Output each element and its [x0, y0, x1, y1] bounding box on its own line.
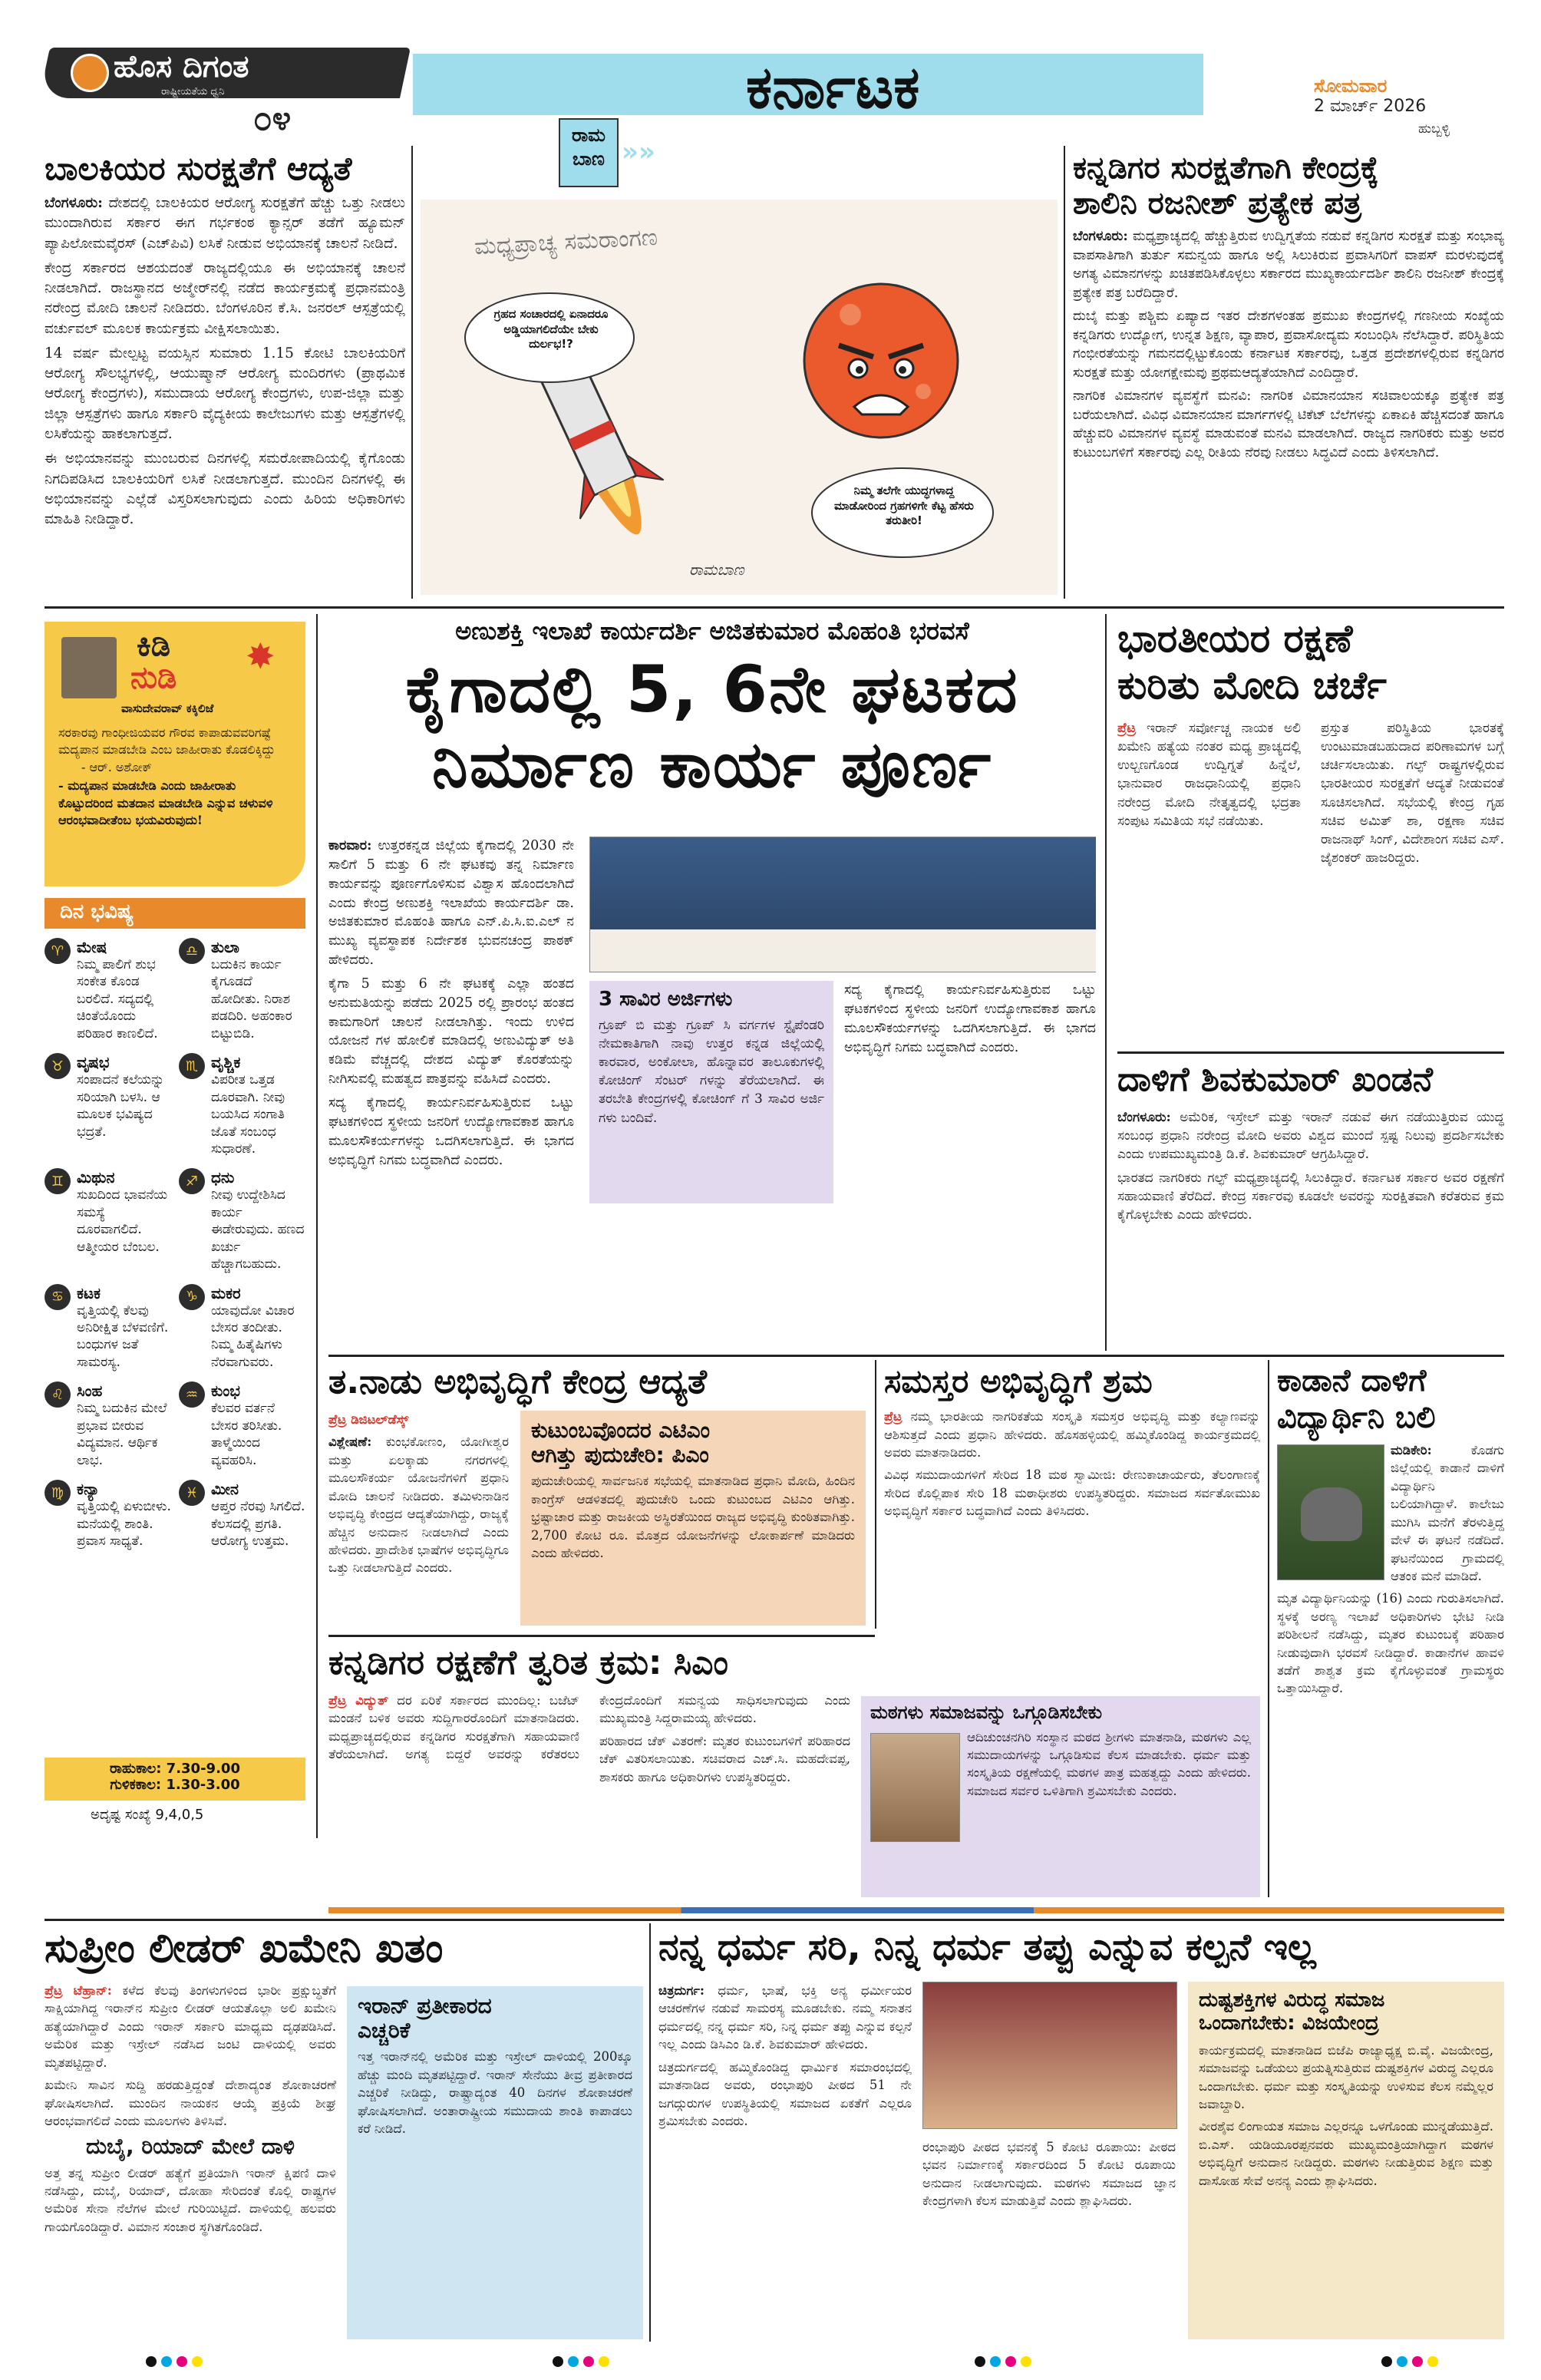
body-paragraph: ದರ ಏರಿಕೆ ಸರ್ಕಾರದ ಮುಂದಿಲ್ಲ: ಬಜೆಟ್ ಮಂಡನೆ ಬಳಿಕ ಅವರು ಸುದ್ದಿಗಾರರೊಂದಿಗೆ ಮಾತನಾಡಿದರು. ಮಧ್ಯಪ್ರಾಚ್ಯದಲ್ಲಿರುವ ಕನ್ನಡಿಗರ ಸುರಕ್ಷತೆಗಾಗಿ ಸಹಾಯವಾಣಿ ತೆರೆಯಲಾಗಿದೆ. ಅಗತ್ಯ ಬಿದ್ದರೆ ಅವರನ್ನು ಕರೆತರಲು ಕೇಂದ್ರದೊಂದಿಗೆ ಸಮನ್ವಯ ಸಾಧಿಸಲಾಗುವುದು ಎಂದು ಮುಖ್ಯಮಂತ್ರಿ ಸಿದ್ದರಾಮಯ್ಯ ಹೇಳಿದರು.: [328, 1693, 850, 1762]
headline: ಸುಪ್ರೀಂ ಲೀಡರ್ ಖಮೇನಿ ಖತಂ: [45, 1926, 444, 1972]
headline: ಬಾಲಕಿಯರ ಸುರಕ್ಷತೆಗೆ ಆದ್ಯತೆ: [45, 150, 352, 187]
cartoon-illustration: [421, 200, 1058, 595]
sign-name: ಧನು: [211, 1168, 235, 1187]
sign-name: ಸಿಂಹ: [77, 1381, 103, 1401]
box-text: ಇತ್ತ ಇರಾನ್‌ನಲ್ಲಿ ಅಮೆರಿಕ ಮತ್ತು ಇಸ್ರೇಲ್ ದಾಳಿಯಲ್ಲಿ 200ಕ್ಕೂ ಹೆಚ್ಚು ಮಂದಿ ಮೃತಪಟ್ಟಿದ್ದಾರೆ. ಇರಾನ್ ಸೇನೆಯು ತೀವ್ರ ಪ್ರತೀಕಾರದ ಎಚ್ಚರಿಕೆ ನೀಡಿದ್ದು, ರಾಷ್ಟ್ರಾದ್ಯಂತ 40 ದಿನಗಳ ಶೋಕಾಚರಣೆ ಘೋಷಿಸಲಾಗಿದೆ. ಅಂತಾರಾಷ್ಟ್ರೀಯ ಸಮುದಾಯ ಶಾಂತಿ ಕಾಪಾಡಲು ಕರೆ ನೀಡಿದೆ.: [358, 2049, 632, 2137]
sign-name: ಮೇಷ: [77, 938, 107, 956]
body-paragraph: ವೀರಶೈವ ಲಿಂಗಾಯತ ಸಮಾಜ ಎಲ್ಲರನ್ನೂ ಒಳಗೊಂಡು ಮುನ್ನಡೆಯುತ್ತಿದೆ. ಬಿ.ಎಸ್. ಯಡಿಯೂರಪ್ಪನವರು ಮುಖ್ಯಮಂತ್ರಿಯಾಗಿದ್ದಾಗ ಮಠಗಳ ಅಭಿವೃದ್ಧಿಗೆ ಅನುದಾನ ನೀಡಿದ್ದರು. ಮಠಗಳು ನೀಡುತ್ತಿರುವ ಶಿಕ್ಷಣ ಮತ್ತು ದಾಸೋಹ ಸೇವೆ ಅನನ್ಯ ಎಂದು ಶ್ಲಾಘಿಸಿದರು.: [1199, 2119, 1493, 2188]
registration-marks: [1381, 2356, 1438, 2367]
story-shivakumar: [1117, 1058, 1504, 1349]
cartoon-column-tag: [559, 118, 619, 187]
body-continuation: ಸದ್ಯ ಕೈಗಾದಲ್ಲಿ ಕಾರ್ಯನಿರ್ವಹಿಸುತ್ತಿರುವ ಒಟ್ಟು ಘಟಕಗಳಿಂದ ಸ್ಥಳೀಯ ಜನರಿಗೆ ಉದ್ಯೋಗಾವಕಾಶ ಹಾಗೂ ಮೂಲಸೌಕರ್ಯಗಳನ್ನು ಒದಗಿಸಲಾಗುತ್ತಿದೆ. ಈ ಭಾಗದ ಅಭಿವೃದ್ಧಿಗೆ ನಿಗಮ ಬದ್ಧವಾಗಿದೆ ಎಂದರು.: [844, 982, 1096, 1055]
sign-name: ಮಕರ: [211, 1283, 241, 1302]
story-modi-talks: [1117, 619, 1504, 1048]
speech-bubble-rocket: ಗ್ರಹದ ಸಂಚಾರದಲ್ಲಿ ಏನಾದರೂ ಅಡ್ಡಿಯಾಗಲಿದೆಯೇ ಬೇಕು ದುರ್ಲಭ!?: [493, 307, 609, 351]
zodiac-icon: ♒: [179, 1381, 205, 1408]
headline: ಕನ್ನಡಿಗರ ಸುರಕ್ಷತೆಗಾಗಿ ಕೇಂದ್ರಕ್ಕೆ: [1073, 150, 1379, 186]
sign-text: ವಿಪರೀತ ಒತ್ತಡ ದೂರವಾಗಿ. ನೀವು ಬಯಸಿದ ಸಂಗಾತಿ ಜೊತೆ ಸಂಬಂಧ ಸುಧಾರಣೆ.: [211, 1072, 285, 1157]
body-paragraph: ವಿವಿಧ ಸಮುದಾಯಗಳಿಗೆ ಸೇರಿದ 18 ಮಠ ಸ್ವಾಮೀಜಿ: ರೇಣುಕಾಚಾರ್ಯರು, ತೆಲಂಗಾಣಕ್ಕೆ ಸೇರಿದ ಕೊಲ್ಲಿಪಾಕ ಸೇರಿ 18 ಮಠಾಧೀಶರು ಉಪಸ್ಥಿತರಿದ್ದರು. ಸಮಾಜದ ಸರ್ವತೋಮುಖ ಅಭಿವೃದ್ಧಿಗೆ ಸರ್ಕಾರ ಬದ್ಧವಾಗಿದೆ ಎಂದು ತಿಳಿಸಿದರು.: [884, 1467, 1260, 1519]
kidi-source: - ಆರ್. ಅಶೋಕ್: [81, 759, 153, 774]
story-elephant: [1277, 1360, 1504, 1897]
body-paragraph: ಕಳೆದ ಕೆಲವು ತಿಂಗಳುಗಳಿಂದ ಭಾರೀ ಪ್ರಕ್ಷುಬ್ಧತೆಗೆ ಸಾಕ್ಷಿಯಾಗಿದ್ದ ಇರಾನ್‌ನ ಸುಪ್ರೀಂ ಲೀಡರ್ ಆಯತೊಲ್ಲಾ ಅಲಿ ಖಮೇನಿ ಹತ್ಯೆಯಾಗಿದ್ದಾರೆ ಎಂದು ಇರಾನ್ ಸರ್ಕಾರಿ ಮಾಧ್ಯಮ ದೃಢಪಡಿಸಿದೆ. ಅಮೆರಿಕ ಮತ್ತು ಇಸ್ರೇಲ್ ನಡೆಸಿದ ಜಂಟಿ ದಾಳಿಯಲ್ಲಿ ಅವರು ಮೃತಪಟ್ಟಿದ್ದಾರೆ.: [45, 1983, 336, 2070]
story-kaiga: [328, 614, 1096, 1351]
brand-emblem-icon: [71, 54, 109, 92]
body-paragraph: ಪರಿಹಾರದ ಚೆಕ್ ವಿತರಣೆ: ಮೃತರ ಕುಟುಂಬಗಳಿಗೆ ಪರಿಹಾರದ ಚೆಕ್ ವಿತರಿಸಲಾಯಿತು. ಸಚಿವರಾದ ಎಚ್.ಸಿ. ಮಹದೇವಪ್ಪ, ಶಾಸಕರು ಹಾಗೂ ಅಧಿಕಾರಿಗಳು ಉಪಸ್ಥಿತರಿದ್ದರು.: [599, 1733, 850, 1784]
body-paragraph: ಕೈಗಾ 5 ಮತ್ತು 6 ನೇ ಘಟಕಕ್ಕೆ ಎಲ್ಲಾ ಹಂತದ ಅನುಮತಿಯನ್ನು ಪಡೆದು 2025 ರಲ್ಲಿ ಪ್ರಾರಂಭ ಹಂತದ ಕಾಮಗಾರಿಗೆ ಚಾಲನೆ ನೀಡಲಾಗಿತ್ತು. ಇಂದು ಉಳಿದ ಯೋಜನೆ ಗಳ ಹೋಲಿಕೆ ಮಾಡಿದಲ್ಲಿ ಅಣುವಿದ್ಯುತ್ ಅತಿ ಕಡಿಮೆ ವೆಚ್ಚದಲ್ಲಿ ದೇಶದ ವಿದ್ಯುತ್ ಕೊರತೆಯನ್ನು ನೀಗಿಸುವಲ್ಲಿ ಮಹತ್ವದ ಪಾತ್ರವನ್ನು ವಹಿಸಿದೆ ಎಂದರು.: [328, 975, 574, 1088]
horoscope-grid: [45, 938, 305, 1557]
horoscope-title: ದಿನ ಭವಿಷ್ಯ: [60, 900, 134, 923]
kaiga-press-photo: [589, 837, 1096, 972]
box-title: ಒಂದಾಗಬೇಕು: ವಿಜಯೇಂದ್ರ: [1199, 2011, 1379, 2035]
horoscope-entry: [179, 1053, 305, 1157]
dateline: ಪ್ರೆಟ್ರ ಡಿಜಿಟಲ್‌ಡೆಸ್ಕ್: [328, 1412, 409, 1427]
kicker: ಅಣುಶಕ್ತಿ ಇಲಾಖೆ ಕಾರ್ಯದರ್ಶಿ ಅಜಿತಕುಮಾರ ಮೊಹಂತಿ ಭರವಸೆ: [455, 616, 969, 645]
box-title: ಎಚ್ಚರಿಕೆ: [358, 2018, 411, 2044]
story-khamenei: [45, 1923, 643, 2342]
sidebar-text: ಗ್ರೂಪ್ ಬಿ ಮತ್ತು ಗ್ರೂಪ್ ಸಿ ವರ್ಗಗಳ ಸ್ಟೈಪೆಂಡರಿ ನೇಮಕಾತಿಗಾಗಿ ನಾವು ಉತ್ತರ ಕನ್ನಡ ಜಿಲ್ಲೆಯಲ್ಲಿ ಕಾರವಾರ, ಅಂಕೋಲಾ, ಹೊನ್ನಾವರ ತಾಲೂಕುಗಳಲ್ಲಿ ಕೋಚಿಂಗ್ ಸೆಂಟರ್ ಗಳನ್ನು ತೆರೆಯಲಾಗಿದೆ. ಈ ತರಬೇತಿ ಕೇಂದ್ರಗಳಲ್ಲಿ ಕೋಚಿಂಗ್ ಗೆ 3 ಸಾವಿರ ಅರ್ಜಿ ಗಳು ಬಂದಿವೆ.: [599, 1017, 824, 1126]
puducherry-box: [520, 1411, 866, 1626]
sub-headline: ದುಬೈ, ರಿಯಾದ್ ಮೇಲೆ ದಾಳಿ: [86, 2134, 295, 2160]
horoscope-entry: [179, 1284, 305, 1372]
horoscope-entry: [179, 1168, 305, 1273]
body-paragraph: ನಾಗರಿಕ ವಿಮಾನಗಳ ವ್ಯವಸ್ಥೆಗೆ ಮನವಿ: ನಾಗರಿಕ ವಿಮಾನಯಾನ ಸಚಿವಾಲಯಕ್ಕೂ ಪ್ರತ್ಯೇಕ ಪತ್ರ ಬರೆಯಲಾಗಿದೆ. ವಿವಿಧ ವಿಮಾನಯಾನ ಮಾರ್ಗಗಳಲ್ಲಿ ಟಿಕೆಟ್ ಬೆಲೆಗಳನ್ನು ಏಕಾಏಕಿ ಹೆಚ್ಚಿಸದಂತೆ ಹಾಗೂ ಹೆಚ್ಚುವರಿ ವಿಮಾನಗಳ ವ್ಯವಸ್ಥೆ ಮಾಡುವಂತೆ ಮನವಿ ಮಾಡಲಾಗಿದೆ. ರಾಜ್ಯದ ನಾಗರಿಕರು ಮತ್ತು ಅವರ ಕುಟುಂಬಗಳಿಗೆ ಸರ್ಕಾರವು ಎಲ್ಲ ರೀತಿಯ ನೆರವು ನೀಡಲು ಸಿದ್ಧವಿದೆ ಎಂದು ತಿಳಿಸಲಾಗಿದೆ.: [1073, 388, 1504, 460]
sign-text: ಸಂಪಾದನೆ ಕಲೆಯನ್ನು ಸರಿಯಾಗಿ ಬಳಸಿ. ಆ ಮೂಲಕ ಭವಿಷ್ಯದ ಭದ್ರತೆ.: [77, 1072, 165, 1140]
column-name: ರಾಮ: [572, 124, 606, 146]
body-paragraph: ದುಬೈ ಮತ್ತು ಪಶ್ಚಿಮ ಏಷ್ಯಾದ ಇತರ ದೇಶಗಳಂತಹ ಪ್ರಮುಖ ಕೇಂದ್ರಗಳಲ್ಲಿ ಗಣನೀಯ ಸಂಖ್ಯೆಯ ಕನ್ನಡಿಗರು ಉದ್ಯೋಗ, ಉನ್ನತ ಶಿಕ್ಷಣ, ವ್ಯಾಪಾರ, ಪ್ರವಾಸೋದ್ಯಮ ಸಂಬಂಧಿಸಿ ನೆಲೆಸಿದ್ದಾರೆ. ಪರಿಸ್ಥಿತಿಯ ಗಂಭೀರತೆಯನ್ನು ಗಮನದಲ್ಲಿಟ್ಟುಕೊಂಡು ಕರ್ನಾಟಕ ಸರ್ಕಾರವು, ಒತ್ತಡ ಪ್ರದೇಶಗಳಲ್ಲಿರುವ ಕನ್ನಡಿಗರ ಸುರಕ್ಷತೆ ಮತ್ತು ಯೋಗಕ್ಷೇಮವು ಪ್ರಥಮಆದ್ಯತೆಯಾಗಿದೆ ಎಂದಿದ್ದಾರೆ.: [1073, 309, 1504, 381]
horoscope: [45, 898, 305, 1830]
registration-marks: [975, 2356, 1031, 2367]
sign-text: ನಿಮ್ಮ ಪಾಲಿಗೆ ಶುಭ ಸಂಕೇತ ಕೊಂಡ ಬರಲಿದೆ. ಸದ್ಯದಲ್ಲಿ ಚಿಂತೆಯೊಂದು ಪರಿಹಾರ ಕಾಣಲಿದೆ.: [77, 957, 158, 1041]
day-label: ಸೋಮವಾರ: [1314, 75, 1388, 97]
zodiac-icon: ♉: [45, 1053, 71, 1079]
horoscope-entry: [179, 1381, 305, 1469]
sign-text: ಯಾವುದೋ ವಿಚಾರ ಬೇಸರ ತಂದೀತು. ನಿಮ್ಮ ಹಿತೈಷಿಗಳು ನೆರವಾಗುವರು.: [211, 1302, 295, 1370]
analysis-label: ವಿಶ್ಲೇಷಣೆ:: [328, 1434, 372, 1450]
cartoon-panel: [421, 200, 1058, 595]
cartoonist-signature: ರಾಮಬಾಣ: [689, 560, 744, 579]
sign-name: ವೃಶ್ಚಿಕ: [211, 1053, 241, 1072]
horoscope-entry: [179, 938, 305, 1042]
zodiac-icon: ♏: [179, 1053, 205, 1079]
zodiac-icon: ♐: [179, 1168, 205, 1194]
horoscope-entry: [45, 1284, 171, 1372]
kidi-nudi-box: [45, 622, 305, 886]
zodiac-icon: ♋: [45, 1284, 71, 1310]
rahukala: ರಾಹುಕಾಲ: 7.30-9.00: [110, 1761, 240, 1777]
headline: ನಿರ್ಮಾಣ ಕಾರ್ಯ ಪೂರ್ಣ: [431, 726, 993, 802]
headline: ವಿದ್ಯಾರ್ಥಿನಿ ಬಲಿ: [1277, 1400, 1436, 1435]
horoscope-entry: [179, 1480, 305, 1550]
body-paragraph: ದೇಶದಲ್ಲಿ ಬಾಲಕಿಯರ ಆರೋಗ್ಯ ಸುರಕ್ಷತೆಗೆ ಹೆಚ್ಚು ಒತ್ತು ನೀಡಲು ಮುಂದಾಗಿರುವ ಸರ್ಕಾರ ಈಗ ಗರ್ಭಕಂಠ ಕ್ಯಾನ್ಸರ್ ತಡೆಗೆ ಹ್ಯೂಮನ್ ಪ್ಯಾಪಿಲೋಮವೈರಸ್ (ಎಚ್‌ಪಿವಿ) ಲಸಿಕೆ ನೀಡುವ ಅಭಿಯಾನಕ್ಕೆ ಚಾಲನೆ ನೀಡಿದೆ.: [45, 195, 405, 252]
author-photo: [61, 637, 117, 698]
headline: ಶಾಲಿನಿ ರಜನೀಶ್ ಪ್ರತ್ಯೇಕ ಪತ್ರ: [1073, 186, 1361, 221]
dateline: ಬೆಂಗಳೂರು:: [1073, 229, 1128, 244]
retaliation-box: [347, 1986, 643, 2339]
body-paragraph: ಚಿತ್ರದುರ್ಗದಲ್ಲಿ ಹಮ್ಮಿಕೊಂಡಿದ್ದ ಧಾರ್ಮಿಕ ಸಮಾರಂಭದಲ್ಲಿ ಮಾತನಾಡಿದ ಅವರು, ರಂಭಾಪುರಿ ಪೀಠದ 51 ನೇ ಜಗದ್ಗುರುಗಳ ಉಪಸ್ಥಿತಿಯಲ್ಲಿ ಸಮಾಜದ ಏಕತೆಗೆ ಎಲ್ಲರೂ ಶ್ರಮಿಸಬೇಕು ಎಂದರು.: [658, 2059, 912, 2128]
dateline: ಬೆಂಗಳೂರು:: [45, 195, 103, 212]
sign-text: ಕೆಲವರ ವರ್ತನೆ ಬೇಸರ ತರಿಸೀತು. ತಾಳ್ಮೆಯಿಂದ ವ್ಯವಹರಿಸಿ.: [211, 1401, 282, 1468]
arrow-chevrons-icon: »»: [622, 137, 655, 167]
date-label: 2 ಮಾರ್ಚ್ 2026: [1314, 97, 1427, 116]
box-text: ಪುದುಚೇರಿಯಲ್ಲಿ ಸಾರ್ವಜನಿಕ ಸಭೆಯಲ್ಲಿ ಮಾತನಾಡಿದ ಪ್ರಧಾನಿ ಮೋದಿ, ಹಿಂದಿನ ಕಾಂಗ್ರೆಸ್ ಆಡಳಿತದಲ್ಲಿ ಪುದುಚೇರಿ ಒಂದು ಕುಟುಂಬದ ಎಟಿಎಂ ಆಗಿತ್ತು. ಭ್ರಷ್ಟಾಚಾರ ಮತ್ತು ರಾಜಕೀಯ ಅಸ್ಥಿರತೆಯಿಂದ ರಾಜ್ಯದ ಅಭಿವೃದ್ಧಿ ಕುಂಠಿತವಾಗಿತ್ತು. 2,700 ಕೋಟಿ ರೂ. ಮೊತ್ತದ ಯೋಜನೆಗಳನ್ನು ಲೋಕಾರ್ಪಣೆ ಮಾಡಿದರು ಎಂದು ಹೇಳಿದರು.: [531, 1474, 855, 1561]
body-paragraph: ಕೊಡಗು ಜಿಲ್ಲೆಯಲ್ಲಿ ಕಾಡಾನೆ ದಾಳಿಗೆ ವಿದ್ಯಾರ್ಥಿನಿ ಬಲಿಯಾಗಿದ್ದಾಳೆ. ಕಾಲೇಜು ಮುಗಿಸಿ ಮನೆಗೆ ತೆರಳುತ್ತಿದ್ದ ವೇಳೆ ಈ ಘಟನೆ ನಡೆದಿದೆ. ಘಟನೆಯಿಂದ ಗ್ರಾಮದಲ್ಲಿ ಆತಂಕ ಮನೆ ಮಾಡಿದೆ.: [1391, 1443, 1504, 1583]
ceremony-photo: [922, 1982, 1177, 2129]
column-name: ಬಾಣ: [573, 148, 605, 170]
story-tamilnadu: [328, 1360, 866, 1629]
body-paragraph: ಅಮೆರಿಕ, ಇಸ್ರೇಲ್ ಮತ್ತು ಇರಾನ್ ನಡುವೆ ಈಗ ನಡೆಯುತ್ತಿರುವ ಯುದ್ಧ ಸಂಬಂಧ ಪ್ರಧಾನಿ ನರೇಂದ್ರ ಮೋದಿ ಅವರು ವಿಶ್ವದ ಮುಂದೆ ಸ್ಪಷ್ಟ ನಿಲುವು ಪ್ರದರ್ಶಿಸಬೇಕು ಎಂದು ಉಪಮುಖ್ಯಮಂತ್ರಿ ಡಿ.ಕೆ. ಶಿವಕುಮಾರ್ ಆಗ್ರಹಿಸಿದ್ದಾರೆ.: [1117, 1110, 1504, 1163]
horoscope-entry: [45, 1480, 171, 1550]
mutts-box: [861, 1696, 1260, 1897]
section-title: ಕರ್ನಾಟಕ: [746, 53, 920, 121]
dateline: ಕಾರವಾರ:: [328, 838, 372, 853]
zodiac-icon: ♌: [45, 1381, 71, 1408]
vijayendra-box: [1188, 1982, 1504, 2339]
box-title: ಮಠಗಳು ಸಮಾಜವನ್ನು ಒಗ್ಗೂಡಿಸಬೇಕು: [870, 1702, 1103, 1723]
body-paragraph: ಈ ಅಭಿಯಾನವನ್ನು ಮುಂಬರುವ ದಿನಗಳಲ್ಲಿ ಸಮರೋಪಾದಿಯಲ್ಲಿ ಕೈಗೊಂಡು ನಿಗದಿಪಡಿಸಿದ ಬಾಲಕಿಯರಿಗೆ ಲಸಿಕೆ ನೀಡಲಾಗುತ್ತದೆ. ಮುಂದಿನ ದಿನಗಳಲ್ಲಿ ಈ ಅಭಿಯಾನವನ್ನು ಎಲ್ಲೆಡೆ ವಿಸ್ತರಿಸಲಾಗುವುದು ಎಂದು ಹಿರಿಯ ಅಧಿಕಾರಿಗಳು ಮಾಹಿತಿ ನೀಡಿದ್ದಾರೆ.: [45, 451, 405, 528]
spark-icon: ✸: [246, 635, 276, 677]
cartoon-banner: ಮಧ್ಯಪ್ರಾಚ್ಯ ಸಮರಾಂಗಣ: [474, 223, 658, 261]
registration-marks: [553, 2356, 609, 2367]
brand-tagline: ರಾಷ್ಟ್ರೀಯತೆಯ ಧ್ವನಿ: [161, 86, 225, 97]
angry-planet-icon: [804, 284, 958, 437]
sign-text: ಆಪ್ತರ ನೆರವು ಸಿಗಲಿದೆ. ಕೆಲಸದಲ್ಲಿ ಪ್ರಗತಿ. ಆರೋಗ್ಯ ಉತ್ತಮ.: [211, 1499, 305, 1549]
body-paragraph: ನಮ್ಮ ಭಾರತೀಯ ನಾಗರಿಕತೆಯ ಸಂಸ್ಕೃತಿ ಸಮಸ್ತರ ಅಭಿವೃದ್ಧಿ ಮತ್ತು ಕಲ್ಯಾಣವನ್ನು ಆಶಿಸುತ್ತದೆ ಎಂದು ಪ್ರಧಾನಿ ಹೇಳಿದರು. ಹೊಸಹಳ್ಳಿಯಲ್ಲಿ ಹಮ್ಮಿಕೊಂಡಿದ್ದ ಕಾರ್ಯಕ್ರಮದಲ್ಲಿ ಅವರು ಮಾತನಾಡಿದರು.: [884, 1409, 1260, 1460]
horoscope-entry: [45, 1053, 171, 1157]
headline: ಭಾರತೀಯರ ರಕ್ಷಣೆ: [1117, 619, 1353, 661]
body-paragraph: ಕುಂಭಕೋಣಂ, ಯೋಗೀಶ್ವರ ಮತ್ತು ಏಲಕ್ಕಾಡು ನಗರಗಳಲ್ಲಿ ಮೂಲಸೌಕರ್ಯ ಯೋಜನೆಗಳಿಗೆ ಪ್ರಧಾನಿ ಮೋದಿ ಚಾಲನೆ ನೀಡಿದರು. ತಮಿಳುನಾಡಿನ ಅಭಿವೃದ್ಧಿ ಕೇಂದ್ರದ ಆದ್ಯತೆಯಾಗಿದ್ದು, ರಾಜ್ಯಕ್ಕೆ ಹೆಚ್ಚಿನ ಅನುದಾನ ನೀಡಲಾಗಿದೆ ಎಂದು ಹೇಳಿದರು. ಪ್ರಾದೇಶಿಕ ಭಾಷೆಗಳ ಅಭಿವೃದ್ಧಿಗೂ ಒತ್ತು ನೀಡಲಾಗುತ್ತಿದೆ ಎಂದರು.: [328, 1434, 509, 1576]
dateline: ಚಿತ್ರದುರ್ಗ:: [658, 1983, 705, 1998]
sign-text: ಸುಖದಿಂದ ಭಾವನೆಯ ಸಮಸ್ಯೆ ದೂರವಾಗಲಿದೆ. ಆತ್ಮೀಯರ ಬೆಂಬಲ.: [77, 1187, 168, 1255]
sign-text: ನಿಮ್ಮ ಬದುಕಿನ ಮೇಲೆ ಪ್ರಭಾವ ಬೀರುವ ವಿದ್ಯಮಾನ. ಆರ್ಥಿಕ ಲಾಭ.: [77, 1401, 167, 1468]
sign-name: ಕಟಕ: [77, 1283, 101, 1302]
horoscope-entry: [45, 1168, 171, 1273]
headline: ತ.ನಾಡು ಅಭಿವೃದ್ಧಿಗೆ ಕೇಂದ್ರ ಆದ್ಯತೆ: [328, 1362, 708, 1401]
body-paragraph: ಇರಾನ್ ಸರ್ವೋಚ್ಚ ನಾಯಕ ಅಲಿ ಖಮೇನಿ ಹತ್ಯೆಯ ನಂತರ ಮಧ್ಯ ಪ್ರಾಚ್ಯದಲ್ಲಿ ಉಲ್ಬಣಗೊಂಡ ಉದ್ವಿಗ್ನತೆ ಹಿನ್ನೆಲೆ, ಭಾನುವಾರ ರಾಜಧಾನಿಯಲ್ಲಿ ಪ್ರಧಾನಿ ನರೇಂದ್ರ ಮೋದಿ ನೇತೃತ್ವದಲ್ಲಿ ಭದ್ರತಾ ಸಂಪುಟ ಸಮಿತಿಯ ಸಭೆ ನಡೆಯಿತು.: [1117, 721, 1301, 829]
body-paragraph: ಧರ್ಮ, ಭಾಷೆ, ಭಕ್ತಿ ಅನ್ಯ ಧರ್ಮೀಯರ ಆಚರಣೆಗಳ ನಡುವೆ ಸಾಮರಸ್ಯ ಮೂಡಬೇಕು. ನಮ್ಮ ಸನಾತನ ಧರ್ಮದಲ್ಲಿ ನನ್ನ ಧರ್ಮ ಸರಿ, ನಿನ್ನ ಧರ್ಮ ತಪ್ಪು ಎನ್ನುವ ಕಲ್ಪನೆ ಇಲ್ಲ ಎಂದು ಡಿಸಿಎಂ ಡಿ.ಕೆ. ಶಿವಕುಮಾರ್ ಹೇಳಿದರು.: [658, 1983, 912, 2052]
body-paragraph: ಸದ್ಯ ಕೈಗಾದಲ್ಲಿ ಕಾರ್ಯನಿರ್ವಹಿಸುತ್ತಿರುವ ಒಟ್ಟು ಘಟಕಗಳಿಂದ ಸ್ಥಳೀಯ ಜನರಿಗೆ ಉದ್ಯೋಗಾವಕಾಶ ಹಾಗೂ ಮೂಲಸೌಕರ್ಯಗಳನ್ನು ಒದಗಿಸಲಾಗುತ್ತಿದೆ. ಈ ಭಾಗದ ಅಭಿವೃದ್ಧಿಗೆ ನಿಗಮ ಬದ್ಧವಾಗಿದೆ ಎಂದರು.: [328, 1094, 574, 1168]
sign-text: ಬದುಕಿನ ಕಾರ್ಯ ಕೈಗೂಡದೆ ಹೋದೀತು. ನಿರಾಶ ಪಡದಿರಿ. ಅಹಂಕಾರ ಬಿಟ್ಟುಬಿಡಿ.: [211, 957, 292, 1041]
dateline: ಪ್ರೆಟ್ರ ಟೆಹ್ರಾನ್:: [45, 1983, 112, 1998]
body-paragraph: ಉತ್ತರಕನ್ನಡ ಜಿಲ್ಲೆಯ ಕೈಗಾದಲ್ಲಿ 2030 ನೇ ಸಾಲಿಗೆ 5 ಮತ್ತು 6 ನೇ ಘಟಕವು ತನ್ನ ನಿರ್ಮಾಣ ಕಾರ್ಯವನ್ನು ಪೂರ್ಣಗೊಳಿಸುವ ವಿಶ್ವಾಸ ಹೊಂದಲಾಗಿದೆ ಎಂದು ಕೇಂದ್ರ ಅಣುಶಕ್ತಿ ಇಲಾಖೆಯ ಕಾರ್ಯದರ್ಶಿ ಡಾ. ಅಜಿತಕುಮಾರ ಮೊಹಂತಿ ಹಾಗೂ ಎನ್.ಪಿ.ಸಿ.ಐ.ಎಲ್ ನ ಮುಖ್ಯ ವ್ಯವಸ್ಥಾಪಕ ನಿರ್ದೇಶಕ ಭುವನಚಂದ್ರ ಪಾಠಕ್ ಹೇಳಿದರು.: [328, 838, 574, 969]
horoscope-header: [45, 898, 305, 929]
kidi-retort: - ಮದ್ಯಪಾನ ಮಾಡಬೇಡಿ ಎಂದು ಜಾಹೀರಾತು ಕೊಟ್ಟುದರಿಂದ ಮತದಾನ ಮಾಡಬೇಡಿ ಎನ್ನುವ ಚಳುವಳಿ ಆರಂಭವಾದೀತೆಂಬ ಭಯವಿರುವುದು!: [58, 778, 273, 827]
box-title: ಇರಾನ್ ಪ್ರತೀಕಾರದ: [358, 1993, 492, 2019]
body-paragraph: 14 ವರ್ಷ ಮೇಲ್ಪಟ್ಟ ವಯಸ್ಸಿನ ಸುಮಾರು 1.15 ಕೋಟಿ ಬಾಲಕಿಯರಿಗೆ ಆರೋಗ್ಯ ಸೌಲಭ್ಯಗಳಲ್ಲಿ, ಆಯುಷ್ಮಾನ್ ಆರೋಗ್ಯ ಮಂದಿರಗಳು (ಪ್ರಾಥಮಿಕ ಆರೋಗ್ಯ ಕೇಂದ್ರಗಳು), ಸಮುದಾಯ ಆರೋಗ್ಯ ಕೇಂದ್ರಗಳು, ಉಪ-ಜಿಲ್ಲಾ ಮತ್ತು ಜಿಲ್ಲಾ ಆಸ್ಪತ್ರೆಗಳು ಹಾಗೂ ಸರ್ಕಾರಿ ವೈದ್ಯಕೀಯ ಕಾಲೇಜುಗಳು ಮತ್ತು ಆಸ್ಪತ್ರೆಗಳಲ್ಲಿ ಲಸಿಕೆಯನ್ನು ಹಾಕಲಾಗುತ್ತದೆ.: [45, 345, 405, 443]
kaiga-sidebar: [589, 981, 833, 1203]
body-paragraph: ಪ್ರಸ್ತುತ ಪರಿಸ್ಥಿತಿಯ ಭಾರತಕ್ಕೆ ಉಂಟುಮಾಡಬಹುದಾದ ಪರಿಣಾಮಗಳ ಬಗ್ಗೆ ಚರ್ಚಿಸಲಾಯಿತು. ಗಲ್ಫ್ ರಾಷ್ಟ್ರಗಳಲ್ಲಿರುವ ಭಾರತೀಯರ ಸುರಕ್ಷತೆಗೆ ಆದ್ಯತೆ ನೀಡುವಂತೆ ಸೂಚಿಸಲಾಗಿದೆ. ಸಭೆಯಲ್ಲಿ ಕೇಂದ್ರ ಗೃಹ ಸಚಿವ ಅಮಿತ್ ಶಾ, ರಕ್ಷಣಾ ಸಚಿವ ರಾಜನಾಥ್ ಸಿಂಗ್, ವಿದೇಶಾಂಗ ಸಚಿವ ಎಸ್. ಜೈಶಂಕರ್ ಹಾಜರಿದ್ದರು.: [1321, 721, 1504, 866]
sidebar-title: 3 ಸಾವಿರ ಅರ್ಜಿಗಳು: [599, 988, 733, 1011]
box-text: ಆದಿಚುಂಚನಗಿರಿ ಸಂಸ್ಥಾನ ಮಠದ ಶ್ರೀಗಳು ಮಾತನಾಡಿ, ಮಠಗಳು ಎಲ್ಲ ಸಮುದಾಯಗಳನ್ನು ಒಗ್ಗೂಡಿಸುವ ಕೆಲಸ ಮಾಡಬೇಕು. ಧರ್ಮ ಮತ್ತು ಸಂಸ್ಕೃತಿಯ ರಕ್ಷಣೆಯಲ್ಲಿ ಮಠಗಳ ಪಾತ್ರ ಮಹತ್ವದ್ದು ಎಂದು ಹೇಳಿದರು. ಸಮಾಜದ ಸರ್ವರ ಒಳಿತಿಗಾಗಿ ಶ್ರಮಿಸಬೇಕು ಎಂದರು.: [967, 1729, 1251, 1798]
body-paragraph: ಮೃತ ವಿದ್ಯಾರ್ಥಿನಿಯನ್ನು (16) ಎಂದು ಗುರುತಿಸಲಾಗಿದೆ. ಸ್ಥಳಕ್ಕೆ ಅರಣ್ಯ ಇಲಾಖೆ ಅಧಿಕಾರಿಗಳು ಭೇಟಿ ನೀಡಿ ಪರಿಶೀಲನೆ ನಡೆಸಿದ್ದು, ಮೃತರ ಕುಟುಂಬಕ್ಕೆ ಪರಿಹಾರ ನೀಡುವುದಾಗಿ ಭರವಸೆ ನೀಡಿದ್ದಾರೆ. ಕಾಡಾನೆಗಳ ಹಾವಳಿ ತಡೆಗೆ ಶಾಶ್ವತ ಕ್ರಮ ಕೈಗೊಳ್ಳುವಂತೆ ಗ್ರಾಮಸ್ಥರು ಒತ್ತಾಯಿಸಿದ್ದಾರೆ.: [1277, 1591, 1504, 1696]
zodiac-icon: ♊: [45, 1168, 71, 1194]
zodiac-icon: ♓: [179, 1480, 205, 1506]
dateline: ಪ್ರೆಟ್ರ ವಿದ್ಯುತ್: [328, 1693, 389, 1708]
headline: ಕುರಿತು ಮೋದಿ ಚರ್ಚೆ: [1117, 662, 1387, 708]
kidi-author: ವಾಸುದೇವರಾವ್ ಕಕ್ಕಿಲಿಜೆ: [121, 701, 214, 715]
brand-name: ಹೊಸ ದಿಗಂತ: [114, 49, 249, 84]
horoscope-entry: [45, 938, 171, 1042]
cartoon: [421, 115, 1058, 599]
color-divider: [328, 1907, 1504, 1913]
dateline: ಬೆಂಗಳೂರು:: [1117, 1110, 1171, 1126]
story-kannadigas-safety: [1073, 146, 1504, 599]
dateline: ಪ್ರೆಟ್ರ: [1117, 721, 1137, 736]
body-paragraph: ಖಮೇನಿ ಸಾವಿನ ಸುದ್ದಿ ಹರಡುತ್ತಿದ್ದಂತೆ ದೇಶಾದ್ಯಂತ ಶೋಕಾಚರಣೆ ಘೋಷಿಸಲಾಗಿದೆ. ಮುಂದಿನ ನಾಯಕನ ಆಯ್ಕೆ ಪ್ರಕ್ರಿಯೆ ಶೀಘ್ರ ಆರಂಭವಾಗಲಿದೆ ಎಂದು ಮೂಲಗಳು ತಿಳಿಸಿವೆ.: [45, 2078, 336, 2128]
body-paragraph: ಕೇಂದ್ರ ಸರ್ಕಾರದ ಆಶಯದಂತೆ ರಾಜ್ಯದಲ್ಲಿಯೂ ಈ ಅಭಿಯಾನಕ್ಕೆ ಚಾಲನೆ ನೀಡಲಾಗಿದೆ. ರಾಜಸ್ಥಾನದ ಅಜ್ಮೇರ್‌ನಲ್ಲಿ ನಡೆದ ಕಾರ್ಯಕ್ರಮಕ್ಕೆ ಪ್ರಧಾನಮಂತ್ರಿ ನರೇಂದ್ರ ಮೋದಿ ಚಾಲನೆ ನೀಡಿದರು. ಬೆಂಗಳೂರಿನ ಕೆ.ಸಿ. ಜನರಲ್ ಆಸ್ಪತ್ರೆಯಲ್ಲಿ ವರ್ಚುವಲ್ ಮೂಲಕ ಕಾರ್ಯಕ್ರಮ ವೀಕ್ಷಿಸಲಾಯಿತು.: [45, 259, 405, 337]
zodiac-icon: ♍: [45, 1480, 71, 1506]
speech-bubble-planet: ನಿಮ್ಮ ತಲೆಗೇ ಯುದ್ಧಗಳಾದ್ದ ಮಾಡೋರಿಂದ ಗ್ರಹಗಳಿಗೇ ಕೆಟ್ಟ ಹೆಸರು ತರುತೀರಿ!: [834, 484, 974, 527]
horoscope-entry: [45, 1381, 171, 1469]
sign-name: ವೃಷಭ: [77, 1053, 110, 1072]
headline: ದಾಳಿಗೆ ಶಿವಕುಮಾರ್ ಖಂಡನೆ: [1117, 1060, 1433, 1099]
body-paragraph: ಭಾರತದ ನಾಗರಿಕರು ಗಲ್ಫ್ ಮಧ್ಯಪ್ರಾಚ್ಯದಲ್ಲಿ ಸಿಲುಕಿದ್ದಾರೆ. ಕರ್ನಾಟಕ ಸರ್ಕಾರ ಅವರ ರಕ್ಷಣೆಗೆ ಸಹಾಯವಾಣಿ ತೆರೆದಿದೆ. ಕೇಂದ್ರ ಸರ್ಕಾರವು ಕೂಡಲೇ ಅವರನ್ನು ಸುರಕ್ಷಿತವಾಗಿ ಕರೆತರುವ ಕ್ರಮ ಕೈಗೊಳ್ಳಬೇಕು ಎಂದು ಹೇಳಿದರು.: [1117, 1170, 1504, 1223]
sign-name: ಮಿಥುನ: [77, 1168, 115, 1187]
box-title: ಕುಟುಂಬವೊಂದರ ಎಟಿಎಂ: [531, 1418, 711, 1443]
box-title: ದುಷ್ಟಶಕ್ತಿಗಳ ವಿರುದ್ಧ ಸಮಾಜ: [1199, 1989, 1385, 2012]
headline: ಕನ್ನಡಿಗರ ರಕ್ಷಣೆಗೆ ತ್ವರಿತ ಕ್ರಮ: ಸಿಎಂ: [328, 1643, 728, 1682]
dateline: ಮಡಿಕೇರಿ:: [1391, 1443, 1432, 1457]
headline: ಕಾಡಾನೆ ದಾಳಿಗೆ: [1277, 1363, 1427, 1398]
city-label: ಹುಬ್ಬಳ್ಳಿ: [1418, 121, 1450, 137]
story-religion: [658, 1923, 1504, 2342]
dateline: ಪ್ರೆಟ್ರ: [884, 1409, 902, 1424]
sign-name: ಕನ್ಯಾ: [77, 1480, 100, 1499]
kidi-quote: ಸರಕಾರವು ಗಾಂಧೀಜಿಯವರ ಗೌರವ ಕಾಪಾಡುವವರಿಗಷ್ಟೆ ಮದ್ಯಪಾನ ಮಾಡಬೇಡಿ ಎಂಬ ಜಾಹೀರಾತು ಕೊಡಲಿಕ್ಕಿದ್ದು: [58, 725, 276, 758]
sign-text: ನೀವು ಉದ್ದೇಶಿಸಿದ ಕಾರ್ಯ ಈಡೇರುವುದು. ಹಣದ ಖರ್ಚು ಹೆಚ್ಚಾಗಬಹುದು.: [211, 1187, 305, 1273]
lucky-numbers: ಅದೃಷ್ಟ ಸಂಖ್ಯೆ 9,4,0,5: [91, 1807, 204, 1823]
headline: ನನ್ನ ಧರ್ಮ ಸರಿ, ನಿನ್ನ ಧರ್ಮ ತಪ್ಪು ಎನ್ನುವ ಕಲ್ಪನೆ ಇಲ್ಲ: [658, 1926, 1316, 1969]
sign-name: ತುಲಾ: [211, 938, 239, 956]
page-number: ೦೪: [253, 99, 292, 138]
body-paragraph: ಮಧ್ಯಪ್ರಾಚ್ಯದಲ್ಲಿ ಹೆಚ್ಚುತ್ತಿರುವ ಉದ್ವಿಗ್ನತೆಯ ನಡುವೆ ಕನ್ನಡಿಗರ ಸುರಕ್ಷತೆ ಮತ್ತು ಸಂಭಾವ್ಯ ವಾಪಸಾತಿಗಾಗಿ ತುರ್ತು ಸಮನ್ವಯ ಹಾಗೂ ಅಲ್ಲಿ ಸಿಲುಕಿರುವ ಪ್ರವಾಸಿಗರಿಗೆ ವಾಪಸ್ ಮರಳುವುದಕ್ಕೆ ಅಗತ್ಯ ವಿಮಾನಗಳನ್ನು ಖಚಿತಪಡಿಸಿಕೊಳ್ಳಲು ಸರ್ಕಾರದ ಮುಖ್ಯಕಾರ್ಯದರ್ಶಿ ಶಾಲಿನಿ ರಜನೀಶ್ ಕೇಂದ್ರಕ್ಕೆ ಪ್ರತ್ಯೇಕ ಪತ್ರ ಬರೆದಿದ್ದಾರೆ.: [1073, 229, 1504, 301]
headline: ಕೈಗಾದಲ್ಲಿ 5, 6ನೇ ಘಟಕದ: [405, 651, 1019, 727]
box-title: ಆಗಿತ್ತು ಪುದುಚೇರಿ: ಪಿಎಂ: [531, 1442, 709, 1468]
swamiji-photo: [870, 1733, 960, 1842]
zodiac-icon: ♎: [179, 938, 205, 964]
zodiac-icon: ♑: [179, 1284, 205, 1310]
sign-name: ಕುಂಭ: [211, 1381, 240, 1401]
story-children-safety: [45, 146, 405, 599]
story-cm-action: [328, 1641, 1260, 1902]
nudi-title: ನುಡಿ: [130, 660, 177, 695]
body-paragraph: ರಂಭಾಪುರಿ ಪೀಠದ ಭವನಕ್ಕೆ 5 ಕೋಟಿ ರೂಪಾಯಿ: ಪೀಠದ ಭವನ ನಿರ್ಮಾಣಕ್ಕೆ ಸರ್ಕಾರದಿಂದ 5 ಕೋಟಿ ರೂಪಾಯಿ ಅನುದಾನ ನೀಡಲಾಗುವುದು. ಮಠಗಳು ಸಮಾಜದ ಜ್ಞಾನ ಕೇಂದ್ರಗಳಾಗಿ ಕೆಲಸ ಮಾಡುತ್ತಿವೆ ಎಂದು ಶ್ಲಾಘಿಸಿದರು.: [922, 2140, 1176, 2209]
kidi-title: ಕಿಡಿ: [137, 628, 170, 663]
zodiac-icon: ♈: [45, 938, 71, 964]
sign-name: ಮೀನ: [211, 1480, 239, 1499]
headline: ಸಮಸ್ತರ ಅಭಿವೃದ್ಧಿಗೆ ಶ್ರಮ: [884, 1362, 1153, 1400]
sign-text: ವೃತ್ತಿಯಲ್ಲಿ ಕೆಲವು ಅನಿರೀಕ್ಷಿತ ಬೆಳವಣಿಗೆ. ಬಂಧುಗಳ ಜತೆ ಸಾಮರಸ್ಯ.: [77, 1302, 169, 1370]
sub-body: ಅತ್ತ ತನ್ನ ಸುಪ್ರೀಂ ಲೀಡರ್ ಹತ್ಯೆಗೆ ಪ್ರತಿಯಾಗಿ ಇರಾನ್ ಕ್ಷಿಪಣಿ ದಾಳಿ ನಡೆಸಿದ್ದು, ದುಬೈ, ರಿಯಾದ್, ದೋಹಾ ಸೇರಿದಂತೆ ಕೊಲ್ಲಿ ರಾಷ್ಟ್ರಗಳ ಅಮೆರಿಕ ಸೇನಾ ನೆಲೆಗಳ ಮೇಲೆ ಗುರಿಯಿಟ್ಟಿದೆ. ದಾಳಿಯಲ್ಲಿ ಹಲವರು ಗಾಯಗೊಂಡಿದ್ದಾರೆ. ವಿಮಾನ ಸಂಚಾರ ಸ್ಥಗಿತಗೊಂಡಿದೆ.: [45, 2165, 336, 2234]
timings-box: [45, 1758, 305, 1801]
sign-text: ವೃತ್ತಿಯಲ್ಲಿ ಏಳುಬೀಳು. ಮನೆಯಲ್ಲಿ ಶಾಂತಿ. ಪ್ರವಾಸ ಸಾಧ್ಯತೆ.: [77, 1499, 171, 1549]
gulikakala: ಗುಳಿಕಕಾಲ: 1.30-3.00: [110, 1777, 240, 1793]
registration-marks: [146, 2356, 203, 2367]
body-paragraph: ಕಾರ್ಯಕ್ರಮದಲ್ಲಿ ಮಾತನಾಡಿದ ಬಿಜೆಪಿ ರಾಜ್ಯಾಧ್ಯಕ್ಷ ಬಿ.ವೈ. ವಿಜಯೇಂದ್ರ, ಸಮಾಜವನ್ನು ಒಡೆಯಲು ಪ್ರಯತ್ನಿಸುತ್ತಿರುವ ದುಷ್ಟಶಕ್ತಿಗಳ ವಿರುದ್ಧ ಎಲ್ಲರೂ ಒಂದಾಗಬೇಕು. ಧರ್ಮ ಮತ್ತು ಸಂಸ್ಕೃತಿಯನ್ನು ಉಳಿಸುವ ಕೆಲಸ ನಮ್ಮೆಲ್ಲರ ಜವಾಬ್ದಾರಿ.: [1199, 2042, 1493, 2112]
